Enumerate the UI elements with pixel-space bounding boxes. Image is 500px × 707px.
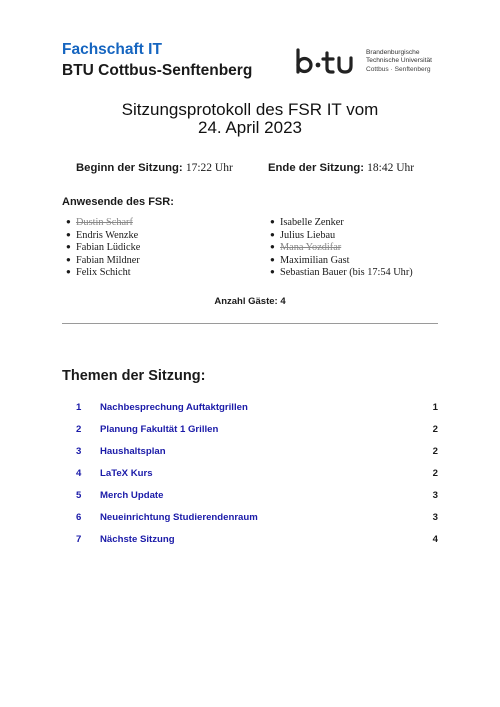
session-end-value: 18:42 Uhr (367, 162, 415, 174)
logo-text-line3: Cottbus · Senftenberg (366, 65, 431, 73)
attendee-item (270, 241, 413, 254)
attendance-heading: Anwesende des FSR: (62, 196, 174, 208)
document-title: Sitzungsprotokoll des FSR IT vom (121, 100, 379, 119)
bullet-icon: ● (66, 229, 71, 239)
toc-entry[interactable] (62, 422, 438, 444)
toc-entry-number[interactable]: 1 (76, 402, 82, 413)
logo-text-line1: Brandenburgische (366, 49, 420, 56)
bullet-icon: ● (66, 267, 71, 276)
document-date: 24. April 2023 (198, 118, 302, 137)
toc-entry-link[interactable]: Neueinrichtung Studierendenraum (100, 512, 258, 523)
toc-entry[interactable] (62, 444, 438, 466)
bullet-icon: ● (270, 267, 275, 276)
bullet-icon: ● (270, 242, 275, 251)
bullet-icon: ● (66, 254, 71, 264)
toc-entry-number[interactable]: 2 (76, 424, 82, 435)
toc-entry[interactable] (62, 400, 438, 422)
attendee-item (270, 254, 413, 267)
toc-entry[interactable] (62, 510, 438, 532)
logo-text (366, 49, 432, 74)
toc-entry[interactable] (62, 488, 438, 510)
toc-entry-link[interactable]: LaTeX Kurs (100, 468, 153, 479)
toc-entry-link[interactable]: Planung Fakultät 1 Grillen (100, 424, 219, 435)
session-begin (76, 162, 233, 174)
toc-entry-number[interactable]: 6 (76, 512, 82, 523)
attendee-item (66, 216, 140, 229)
attendance-list-right (270, 216, 413, 279)
toc-entry-page: 2 (432, 424, 438, 435)
attendance-list-left (66, 216, 140, 279)
topics-heading: Themen der Sitzung: (62, 368, 206, 384)
toc-entry-link[interactable]: Merch Update (100, 490, 164, 501)
attendee-name: Fabian Mildner (76, 254, 140, 266)
toc-entry-page: 3 (432, 512, 438, 523)
org-university: BTU Cottbus-Senftenberg (62, 62, 253, 79)
toc-entry[interactable] (62, 466, 438, 488)
toc-entry-page: 2 (432, 468, 438, 479)
toc-entry-page: 3 (432, 490, 438, 501)
attendee-name: Maximilian Gast (280, 254, 350, 266)
session-end-label: Ende der Sitzung: (268, 162, 365, 174)
table-of-contents (62, 400, 438, 554)
org-name: Fachschaft IT (62, 41, 162, 58)
bullet-icon: ● (66, 217, 71, 226)
toc-entry[interactable] (62, 532, 438, 554)
session-end (268, 162, 414, 174)
attendee-name: Isabelle Zenker (280, 217, 344, 228)
divider (62, 323, 438, 324)
toc-entry-link[interactable]: Nachbesprechung Auftaktgrillen (100, 402, 248, 413)
attendee-item (66, 241, 140, 254)
attendee-name: Dustin Scharf (76, 217, 133, 228)
bullet-icon: ● (270, 229, 275, 239)
session-begin-label: Beginn der Sitzung: (76, 162, 183, 174)
guest-count: Anzahl Gäste: 4 (214, 296, 286, 307)
toc-entry-number[interactable]: 3 (76, 446, 82, 457)
logo-text-line2: Technische Universität (366, 57, 432, 65)
session-begin-value: 17:22 Uhr (185, 162, 233, 174)
attendee-name: Mana Yozdifar (280, 242, 342, 253)
attendee-item (66, 254, 140, 267)
toc-entry-page: 1 (432, 402, 438, 413)
attendee-item (66, 229, 140, 242)
bullet-icon: ● (270, 254, 275, 264)
bullet-icon: ● (66, 242, 71, 251)
toc-entry-link[interactable]: Nächste Sitzung (100, 534, 175, 545)
toc-entry-number[interactable]: 5 (76, 490, 82, 501)
attendee-item (66, 266, 140, 279)
btu-logo-mark-icon (296, 48, 362, 78)
attendee-name: Endris Wenzke (76, 229, 139, 241)
bullet-icon: ● (270, 217, 275, 226)
attendee-item (270, 266, 413, 279)
attendee-name: Julius Liebau (280, 229, 336, 241)
toc-entry-page: 4 (432, 534, 438, 545)
toc-entry-number[interactable]: 7 (76, 534, 82, 545)
attendee-name: Felix Schicht (76, 267, 131, 278)
attendee-name: Fabian Lüdicke (76, 242, 141, 253)
toc-entry-number[interactable]: 4 (76, 468, 82, 479)
toc-entry-link[interactable]: Haushaltsplan (100, 446, 166, 457)
attendee-item (270, 216, 413, 229)
toc-entry-page: 2 (432, 446, 438, 457)
attendee-name: Sebastian Bauer (bis 17:54 Uhr) (280, 267, 413, 278)
btu-logo (296, 48, 466, 82)
attendee-item (270, 229, 413, 242)
